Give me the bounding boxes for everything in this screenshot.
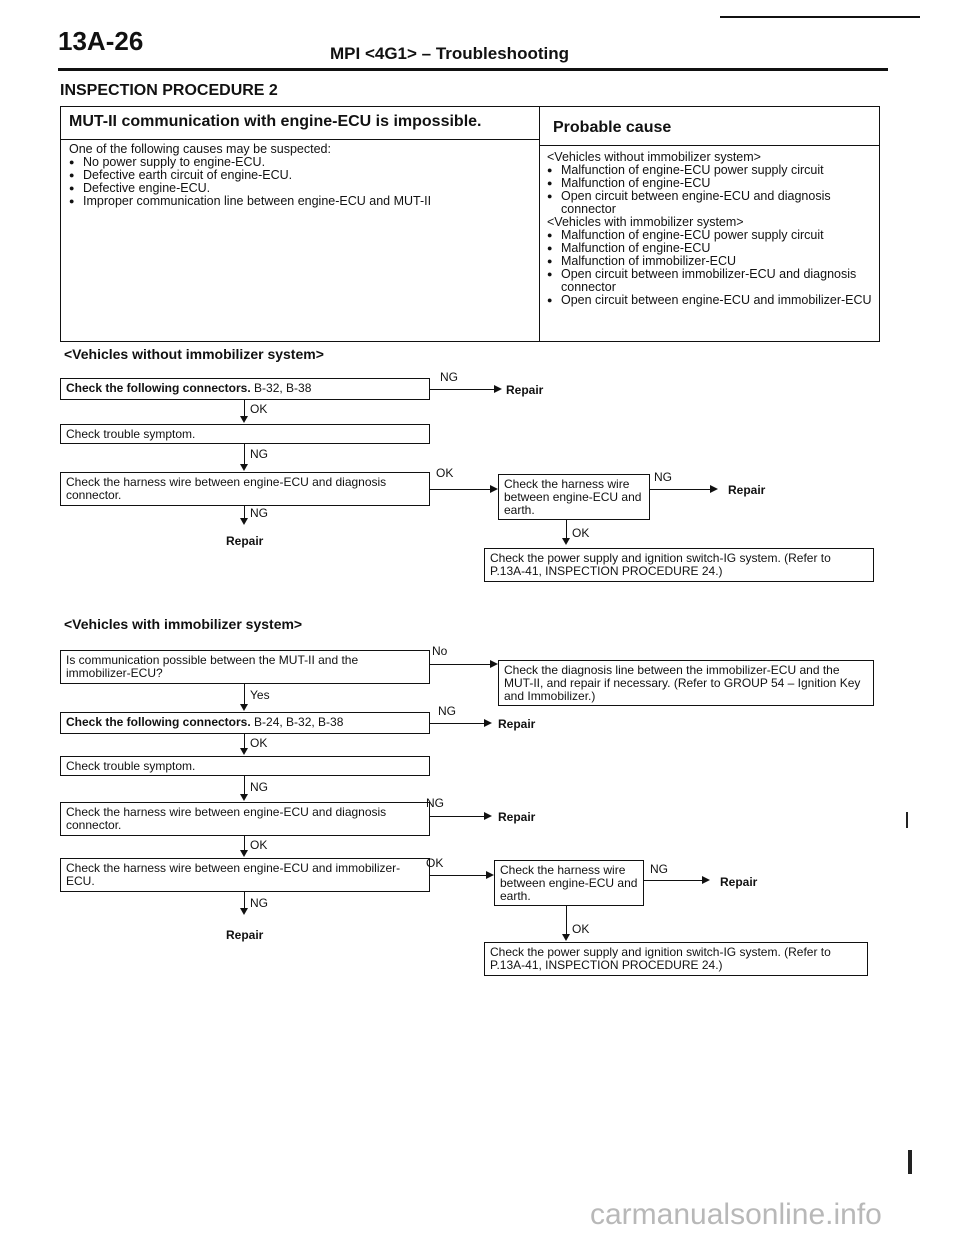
probable-item: ● Open circuit between engine-ECU and immobilizer-ECU [547, 294, 873, 307]
probable-item: ● Malfunction of engine-ECU [547, 242, 873, 255]
causes-intro: One of the following causes may be suspected: [69, 142, 331, 156]
flow2-heading: <Vehicles with immobilizer system> [64, 616, 303, 632]
column-divider [539, 107, 540, 341]
flow1-ok4-label: OK [572, 526, 590, 540]
flow2-ng2-arrow [240, 794, 248, 801]
flow2-step-harness-diag [60, 802, 430, 836]
flow1-step-harness-diag [60, 472, 430, 506]
flow1-ng4-line [650, 489, 712, 490]
flow2-ng4-arrow [240, 908, 248, 915]
flow1-step1-bold: Check the following connectors. [66, 381, 251, 395]
flow1-step2-text: Check trouble symptom. [66, 427, 196, 441]
flow1-step-power-supply [484, 548, 874, 582]
flow1-ng3-arrow [240, 518, 248, 525]
flow2-no-arrow [490, 660, 498, 668]
flow2-repair4: Repair [226, 928, 264, 942]
flow1-step3-text: Check the harness wire between engine-ECU and diagnosis connector. [66, 475, 387, 502]
probable-item: ● Open circuit between immobilizer-ECU and diagnosis connector [547, 268, 873, 294]
right-header-rule [539, 145, 879, 146]
flow2-ok4-arrow [486, 871, 494, 879]
procedure-title: INSPECTION PROCEDURE 2 [60, 82, 278, 99]
flow1-ng1-arrow [494, 385, 502, 393]
flow2-no-label: No [432, 644, 448, 658]
probable-cause-title: Probable cause [553, 119, 672, 136]
flow2-step-harness-earth [494, 860, 644, 906]
flow2-ng3-label: NG [426, 796, 444, 810]
top-corner-rule [720, 16, 920, 18]
cause-item: ● Defective engine-ECU. [69, 182, 529, 195]
flow1-ng2-line [244, 444, 245, 466]
flow1-ng3-label: NG [250, 506, 268, 520]
flow1-ng1-line [430, 389, 496, 390]
flow2-ng2-label: NG [250, 780, 268, 794]
flow2-ok3-label: OK [250, 838, 268, 852]
flow2-ng1-arrow [484, 719, 492, 727]
flow2-step5-text: Check the harness wire between engine-ECU and earth. [500, 863, 638, 903]
flow2-step3-text: Check the harness wire between engine-ECU and diagnosis connector. [66, 805, 387, 832]
flow2-repair5: Repair [720, 875, 758, 889]
flow1-ok1-arrow [240, 416, 248, 423]
flow2-step2-text: Check trouble symptom. [66, 759, 196, 773]
flow2-ok5-label: OK [572, 922, 590, 936]
flow1-ng2-label: NG [250, 447, 268, 461]
flow1-ng2-arrow [240, 464, 248, 471]
flow2-ng1-line [430, 723, 486, 724]
flow2-yes-label: Yes [250, 688, 270, 702]
flow2-step1-rest: B-24, B-32, B-38 [250, 715, 344, 729]
causes-list [69, 156, 529, 208]
flow2-step6-text: Check the power supply and ignition switch-IG system. (Refer to P.13A-41, INSPECTION PROCEDURE 24.) [490, 945, 831, 972]
flow2-ok4-label: OK [426, 856, 444, 870]
flow2-ok1-arrow [240, 748, 248, 755]
flow2-step-comm-question [60, 650, 430, 684]
flow2-ng5-label: NG [650, 862, 668, 876]
flow2-step1-bold: Check the following connectors. [66, 715, 251, 729]
probable-item: ● Malfunction of engine-ECU [547, 177, 873, 190]
flow2-step-connectors [60, 712, 430, 734]
flow1-step1-rest: B-32, B-38 [250, 381, 312, 395]
flow2-step-power-supply [484, 942, 868, 976]
flow2-ng5-line [644, 880, 704, 881]
flow2-ng4-label: NG [250, 896, 268, 910]
flow1-step-harness-earth [498, 474, 650, 520]
margin-mark [908, 1150, 918, 1174]
flow2-ng1-label: NG [438, 704, 456, 718]
summary-table [60, 106, 880, 342]
flow2-ng2-line [244, 776, 245, 796]
probable-item: ● Malfunction of engine-ECU power supply circuit [547, 164, 873, 177]
probable-with-label: <Vehicles with immobilizer system> [547, 215, 744, 229]
flow2-step-harness-immo [60, 858, 430, 892]
flow2-step0-no-text: Check the diagnosis line between the immobilizer-ECU and the MUT-II, and repair if necessary. (Refer to GROUP 54 – Ignition Key and Immobilizer.) [504, 663, 861, 703]
flow2-ok5-arrow [562, 934, 570, 941]
flow1-ok4-arrow [562, 538, 570, 545]
flow1-ok4-line [566, 520, 567, 540]
probable-with-list [547, 229, 873, 307]
flow2-repair3: Repair [498, 810, 536, 824]
watermark: carmanualsonline.info [590, 1198, 882, 1231]
flow2-ok3-arrow [240, 850, 248, 857]
page-number: 13A-26 [58, 26, 144, 56]
flow1-step5-text: Check the power supply and ignition switch-IG system. (Refer to P.13A-41, INSPECTION PROCEDURE 24.) [490, 551, 831, 578]
margin-mark [906, 812, 912, 828]
flow1-ok1-label: OK [250, 402, 268, 416]
probable-causes-block [547, 151, 873, 307]
flow2-ng5-arrow [702, 876, 710, 884]
cause-item: ● Defective earth circuit of engine-ECU. [69, 169, 529, 182]
cause-item: ● No power supply to engine-ECU. [69, 156, 529, 169]
probable-item: ● Malfunction of immobilizer-ECU [547, 255, 873, 268]
flow1-ng4-arrow [710, 485, 718, 493]
flow1-step4-text: Check the harness wire between engine-ECU and earth. [504, 477, 642, 517]
flow1-heading: <Vehicles without immobilizer system> [64, 346, 324, 362]
flow1-repair1: Repair [506, 383, 544, 397]
header-rule [58, 68, 888, 71]
flow1-ok3-arrow [490, 485, 498, 493]
flow2-yes-line [244, 684, 245, 706]
flow2-ok5-line [566, 906, 567, 936]
flow2-ok4-line [430, 875, 488, 876]
flow1-ok3-line [430, 489, 492, 490]
flow1-step-symptom [60, 424, 430, 444]
flow2-step4-text: Check the harness wire between engine-ECU and immobilizer-ECU. [66, 861, 401, 888]
flow1-ng1-label: NG [440, 370, 458, 384]
flow2-step-symptom [60, 756, 430, 776]
flow2-step-diag-line [498, 660, 874, 706]
flow2-no-line [430, 664, 492, 665]
flow2-ng3-line [430, 816, 486, 817]
probable-without-list [547, 164, 873, 216]
flow1-ng4-label: NG [654, 470, 672, 484]
flow2-ok1-label: OK [250, 736, 268, 750]
symptom-title: MUT-II communication with engine-ECU is impossible. [69, 113, 482, 130]
causes-block [69, 143, 529, 208]
probable-item: ● Malfunction of engine-ECU power supply circuit [547, 229, 873, 242]
probable-without-label: <Vehicles without immobilizer system> [547, 150, 761, 164]
flow1-repair4: Repair [728, 483, 766, 497]
cause-item: ● Improper communication line between engine-ECU and MUT-II [69, 195, 529, 208]
page-title: MPI <4G1> – Troubleshooting [330, 44, 569, 63]
flow2-step0-text: Is communication possible between the MUT-II and the immobilizer-ECU? [66, 653, 359, 680]
flow1-step-connectors [60, 378, 430, 400]
left-header-rule [61, 139, 539, 140]
flow2-repair1: Repair [498, 717, 536, 731]
flow2-ng3-arrow [484, 812, 492, 820]
flow1-repair3: Repair [226, 534, 264, 548]
probable-item: ● Open circuit between engine-ECU and diagnosis connector [547, 190, 873, 216]
flow2-yes-arrow [240, 704, 248, 711]
flow1-ok3-label: OK [436, 466, 454, 480]
